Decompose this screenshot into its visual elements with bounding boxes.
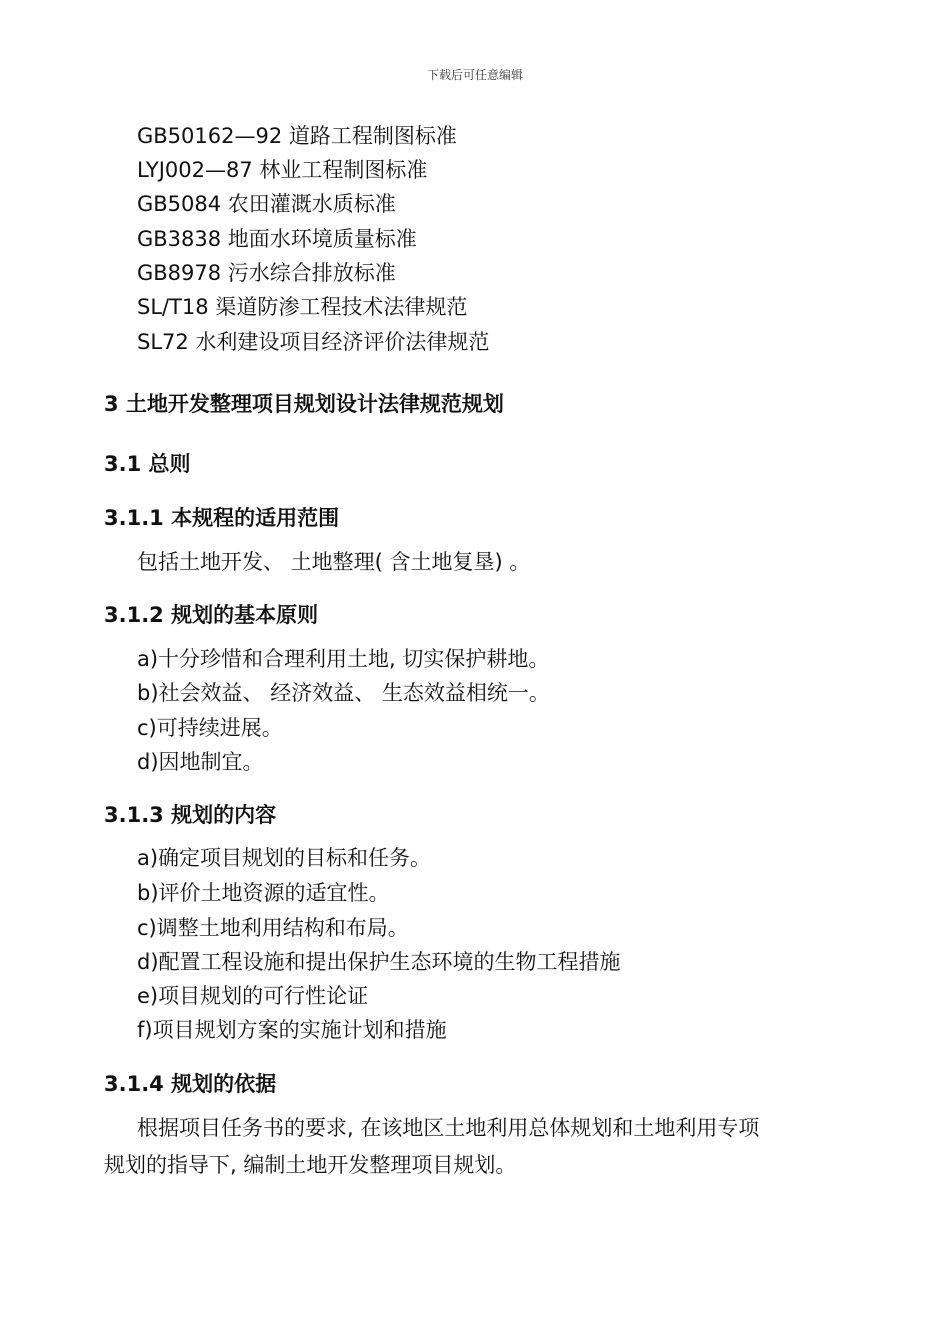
section-3-1-1-heading: 3.1.1 本规程的适用范围 [104,506,340,530]
standard-item: LYJ002—87 林业工程制图标准 [137,158,428,182]
principle-item: d)因地制宜。 [137,750,264,774]
standard-item: GB3838 地面水环境质量标准 [137,227,417,251]
content-item: e)项目规划的可行性论证 [137,984,369,1008]
section-3-heading: 3 土地开发整理项目规划设计法律规范规划 [104,392,504,416]
section-3-1-heading: 3.1 总则 [104,452,191,476]
principle-item: a)十分珍惜和合理利用土地, 切实保护耕地。 [137,647,550,671]
page-header: 下载后可任意编辑 [426,68,523,82]
content-item: a)确定项目规划的目标和任务。 [137,846,432,870]
standard-item: GB8978 污水综合排放标准 [137,261,396,285]
paragraph-scope: 包括土地开发、 土地整理( 含土地复垦) 。 [137,550,531,574]
standard-item: SL/T18 渠道防渗工程技术法律规范 [137,295,468,319]
section-3-1-4-heading: 3.1.4 规划的依据 [104,1072,277,1096]
content-item: f)项目规划方案的实施计划和措施 [137,1018,447,1042]
content-item: d)配置工程设施和提出保护生态环境的生物工程措施 [137,950,621,974]
standard-item: GB50162—92 道路工程制图标准 [137,124,457,148]
content-item: c)调整土地利用结构和布局。 [137,916,409,940]
paragraph-basis-line-2: 规划的指导下, 编制土地开发整理项目规划。 [104,1153,517,1177]
content-item: b)评价土地资源的适宜性。 [137,881,390,905]
principle-item: b)社会效益、 经济效益、 生态效益相统一。 [137,681,550,705]
principle-item: c)可持续进展。 [137,716,283,740]
section-3-1-2-heading: 3.1.2 规划的基本原则 [104,603,319,627]
standard-item: SL72 水利建设项目经济评价法律规范 [137,330,490,354]
paragraph-basis-line-1: 根据项目任务书的要求, 在该地区土地利用总体规划和土地利用专项 [137,1116,760,1140]
standard-item: GB5084 农田灌溉水质标准 [137,192,396,216]
section-3-1-3-heading: 3.1.3 规划的内容 [104,803,277,827]
